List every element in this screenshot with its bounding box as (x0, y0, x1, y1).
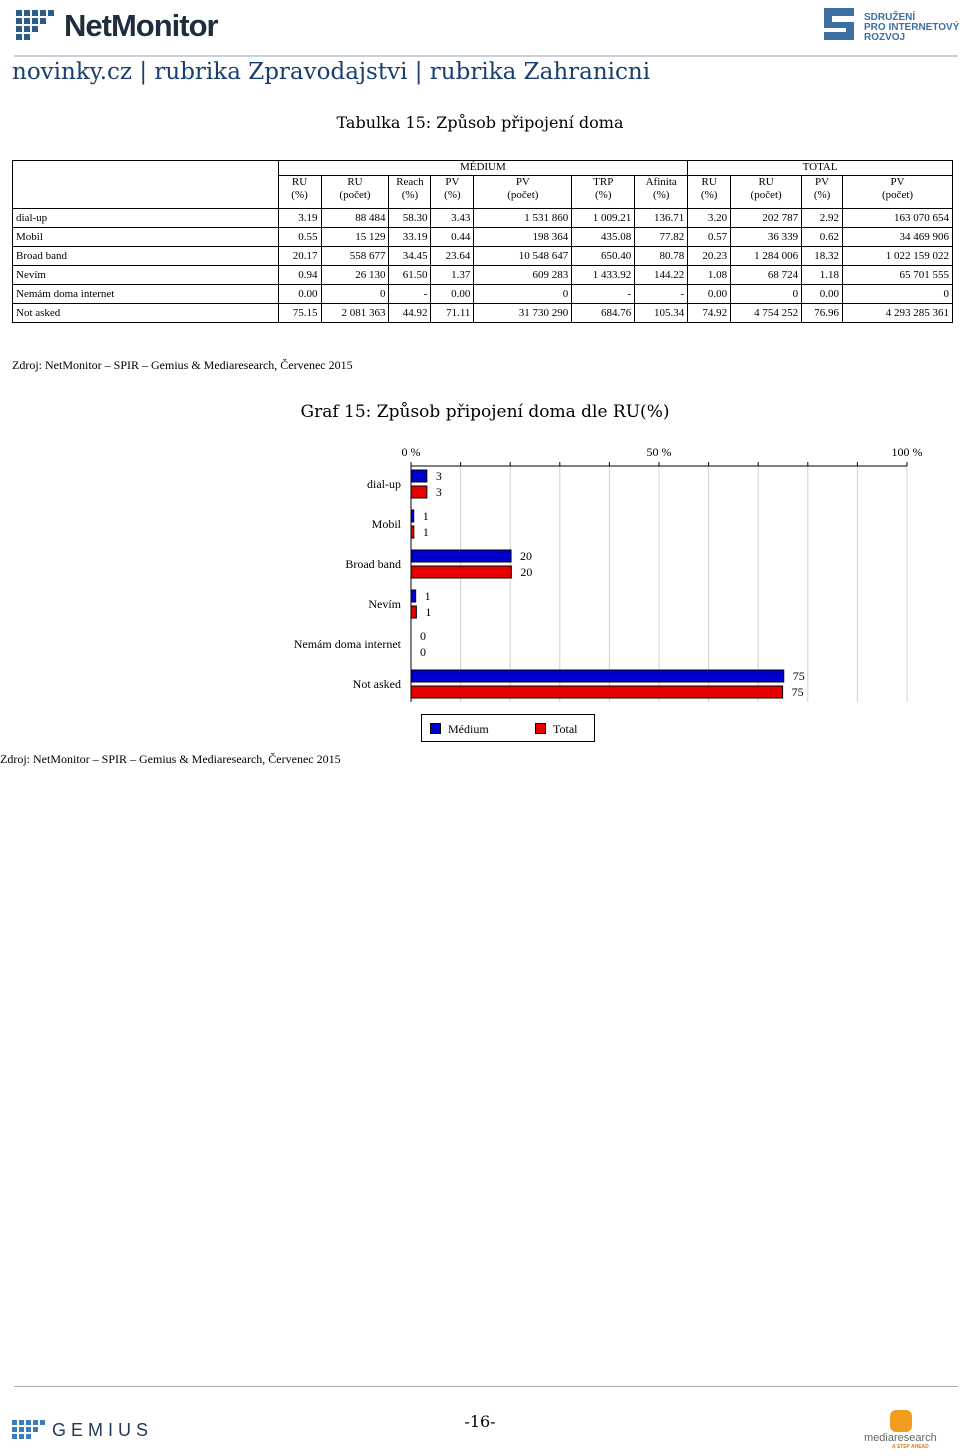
table-row (13, 304, 953, 323)
column-header-line: Afinita (645, 176, 677, 188)
table-cell: 77.82 (635, 228, 688, 247)
bar-medium (411, 590, 416, 602)
table-cell: 2.92 (802, 209, 843, 228)
column-header-line: RU (347, 176, 363, 188)
row-label: Not asked (13, 304, 279, 323)
data-label: 1 (425, 605, 432, 619)
column-header-line: PV (445, 176, 460, 188)
table-cell: 0.62 (802, 228, 843, 247)
table-cell: 163 070 654 (843, 209, 953, 228)
table-corner-cell (13, 161, 279, 209)
table-cell: 71.11 (431, 304, 474, 323)
column-header-line: (%) (813, 189, 831, 201)
mediaresearch-logo (860, 1410, 950, 1450)
data-label: 20 (520, 549, 533, 563)
legend-label-total: Total (553, 722, 578, 736)
category-label: Nemám doma internet (293, 637, 401, 651)
column-header (635, 176, 688, 209)
row-label: Mobil (13, 228, 279, 247)
table-cell: 0.00 (802, 285, 843, 304)
bar-total (411, 566, 511, 578)
table-cell: 75.15 (278, 304, 321, 323)
netmonitor-dots-icon (14, 6, 56, 46)
column-header-line: (%) (700, 189, 718, 201)
spir-line-2: PRO INTERNETOVÝ (864, 22, 960, 33)
table-cell: 34 469 906 (843, 228, 953, 247)
header-divider (14, 55, 958, 57)
column-header-line: (%) (291, 189, 308, 201)
x-tick-label: 0 % (401, 445, 421, 459)
table-row (13, 285, 953, 304)
data-label: 1 (422, 509, 429, 523)
column-header-line: PV (890, 176, 905, 188)
table-cell: 105.34 (635, 304, 688, 323)
gemius-wordmark: GEMIUS (52, 1420, 154, 1440)
bar-total (411, 526, 414, 538)
legend-label-medium: Médium (448, 722, 489, 736)
table-cell: 0 (474, 285, 572, 304)
mediaresearch-tagline: A STEP AHEAD (892, 1444, 929, 1450)
table-cell: 0.55 (278, 228, 321, 247)
table-cell: 20.23 (688, 247, 731, 266)
table-cell: 80.78 (635, 247, 688, 266)
table-cell: 31 730 290 (474, 304, 572, 323)
table-cell: 0 (321, 285, 389, 304)
category-label: Broad band (345, 557, 401, 571)
page-heading: novinky.cz | rubrika Zpravodajstvi | rubrika Zahranicni (12, 59, 651, 85)
row-label: Nemám doma internet (13, 285, 279, 304)
column-header-line: (%) (401, 189, 419, 201)
table-cell: 44.92 (389, 304, 431, 323)
column-header-line: Reach (396, 176, 424, 188)
column-header (802, 176, 843, 209)
category-label: Nevím (368, 597, 401, 611)
column-header-line: RU (758, 176, 774, 188)
column-header (278, 176, 321, 209)
column-header-line: RU (701, 176, 717, 188)
netmonitor-logo (14, 4, 254, 48)
column-header-line: TRP (593, 176, 614, 188)
column-header-line: (počet) (881, 189, 914, 201)
table-cell: 10 548 647 (474, 247, 572, 266)
data-table (12, 160, 953, 323)
data-label: 3 (435, 469, 442, 483)
column-header-line: (počet) (507, 189, 539, 201)
table-row (13, 228, 953, 247)
table-cell: 4 293 285 361 (843, 304, 953, 323)
data-label: 1 (422, 525, 429, 539)
netmonitor-wordmark: NetMonitor (64, 8, 218, 43)
column-header-line: (%) (652, 189, 670, 201)
table-cell: 0.94 (278, 266, 321, 285)
legend-swatch-total (535, 723, 546, 734)
table-cell: 198 364 (474, 228, 572, 247)
table-cell: 1.37 (431, 266, 474, 285)
column-header-line: (%) (444, 189, 461, 201)
table-cell: 58.30 (389, 209, 431, 228)
table-cell: 1 022 159 022 (843, 247, 953, 266)
table-body (13, 209, 953, 323)
table-cell: 684.76 (572, 304, 635, 323)
bar-total (411, 486, 427, 498)
column-header-line: PV (815, 176, 830, 188)
mediaresearch-mark-icon (890, 1410, 912, 1432)
table-cell: 0.00 (431, 285, 474, 304)
bar-medium (411, 510, 414, 522)
data-label: 75 (791, 685, 804, 699)
column-header (474, 176, 572, 209)
table-source-note: Zdroj: NetMonitor – SPIR – Gemius & Mediaresearch, Červenec 2015 (12, 358, 353, 372)
data-label: 3 (435, 485, 442, 499)
bar-total (411, 606, 416, 618)
table-row (13, 266, 953, 285)
table-cell: 74.92 (688, 304, 731, 323)
table-cell: 0 (843, 285, 953, 304)
table-cell: 20.17 (278, 247, 321, 266)
data-label: 1 (424, 589, 431, 603)
table-cell: 4 754 252 (731, 304, 802, 323)
table-cell: 65 701 555 (843, 266, 953, 285)
table-cell: 650.40 (572, 247, 635, 266)
table-cell: 0.44 (431, 228, 474, 247)
table-cell: 3.19 (278, 209, 321, 228)
table-cell: 1.18 (802, 266, 843, 285)
category-label: Mobil (371, 517, 401, 531)
column-header (321, 176, 389, 209)
table-cell: - (572, 285, 635, 304)
table-cell: 18.32 (802, 247, 843, 266)
table-cell: 36 339 (731, 228, 802, 247)
data-label: 75 (792, 669, 805, 683)
bar-medium (411, 670, 784, 682)
table-cell: 1 009.21 (572, 209, 635, 228)
column-header (431, 176, 474, 209)
table-cell: 76.96 (802, 304, 843, 323)
data-label: 0 (420, 645, 426, 659)
table-cell: 61.50 (389, 266, 431, 285)
row-label: dial-up (13, 209, 279, 228)
table-cell: 0.00 (278, 285, 321, 304)
column-header-line: (%) (595, 189, 612, 201)
table-cell: 0.57 (688, 228, 731, 247)
table-cell: 136.71 (635, 209, 688, 228)
table-cell: - (389, 285, 431, 304)
column-header (843, 176, 953, 209)
table-cell: 3.43 (431, 209, 474, 228)
mediaresearch-wordmark: mediaresearch (864, 1432, 937, 1444)
category-label: dial-up (367, 477, 401, 491)
group-header-medium: MÉDIUM (278, 161, 688, 176)
chart-title: Graf 15: Způsob připojení doma dle RU(%) (300, 402, 670, 422)
column-header-line: (počet) (750, 189, 782, 201)
column-header (389, 176, 431, 209)
column-header (688, 176, 731, 209)
column-header-line: PV (515, 176, 530, 188)
column-header-line: RU (291, 176, 308, 188)
spir-text (864, 13, 959, 43)
table-cell: 202 787 (731, 209, 802, 228)
spir-logo (820, 4, 960, 48)
table-cell: 68 724 (731, 266, 802, 285)
table-cell: 34.45 (389, 247, 431, 266)
table-cell: 1 531 860 (474, 209, 572, 228)
spir-line-1: SDRUŽENÍ (864, 12, 916, 23)
table-cell: 1.08 (688, 266, 731, 285)
page-number: -16- (464, 1412, 496, 1431)
chart-legend (421, 714, 595, 742)
table-title: Tabulka 15: Způsob připojení doma (336, 113, 624, 132)
table-cell: 26 130 (321, 266, 389, 285)
x-tick-label: 100 % (891, 445, 923, 459)
table-cell: 144.22 (635, 266, 688, 285)
table-cell: 435.08 (572, 228, 635, 247)
table-cell: 1 284 006 (731, 247, 802, 266)
table-cell: 609 283 (474, 266, 572, 285)
spir-line-3: ROZVOJ (864, 32, 906, 43)
table-cell: 0.00 (688, 285, 731, 304)
data-label: 20 (520, 565, 533, 579)
footer-divider (14, 1386, 958, 1387)
table-cell: - (635, 285, 688, 304)
legend-swatch-medium (430, 723, 441, 734)
table-row (13, 247, 953, 266)
table-cell: 558 677 (321, 247, 389, 266)
x-tick-label: 50 % (646, 445, 672, 459)
data-label: 0 (420, 629, 426, 643)
table-cell: 88 484 (321, 209, 389, 228)
table-row (13, 209, 953, 228)
bar-total (411, 686, 783, 698)
column-header (731, 176, 802, 209)
column-header (572, 176, 635, 209)
row-label: Broad band (13, 247, 279, 266)
table-cell: 23.64 (431, 247, 474, 266)
group-header-total: TOTAL (688, 161, 953, 176)
table-cell: 33.19 (389, 228, 431, 247)
row-label: Nevím (13, 266, 279, 285)
chart-source-note: Zdroj: NetMonitor – SPIR – Gemius & Mediaresearch, Červenec 2015 (0, 752, 341, 766)
column-header-line: (počet) (339, 189, 371, 201)
spir-mark-icon (820, 4, 860, 44)
table-cell: 15 129 (321, 228, 389, 247)
table-cell: 2 081 363 (321, 304, 389, 323)
bar-medium (411, 550, 511, 562)
bar-medium (411, 470, 427, 482)
table-cell: 3.20 (688, 209, 731, 228)
category-label: Not asked (352, 677, 401, 691)
table-cell: 0 (731, 285, 802, 304)
table-cell: 1 433.92 (572, 266, 635, 285)
